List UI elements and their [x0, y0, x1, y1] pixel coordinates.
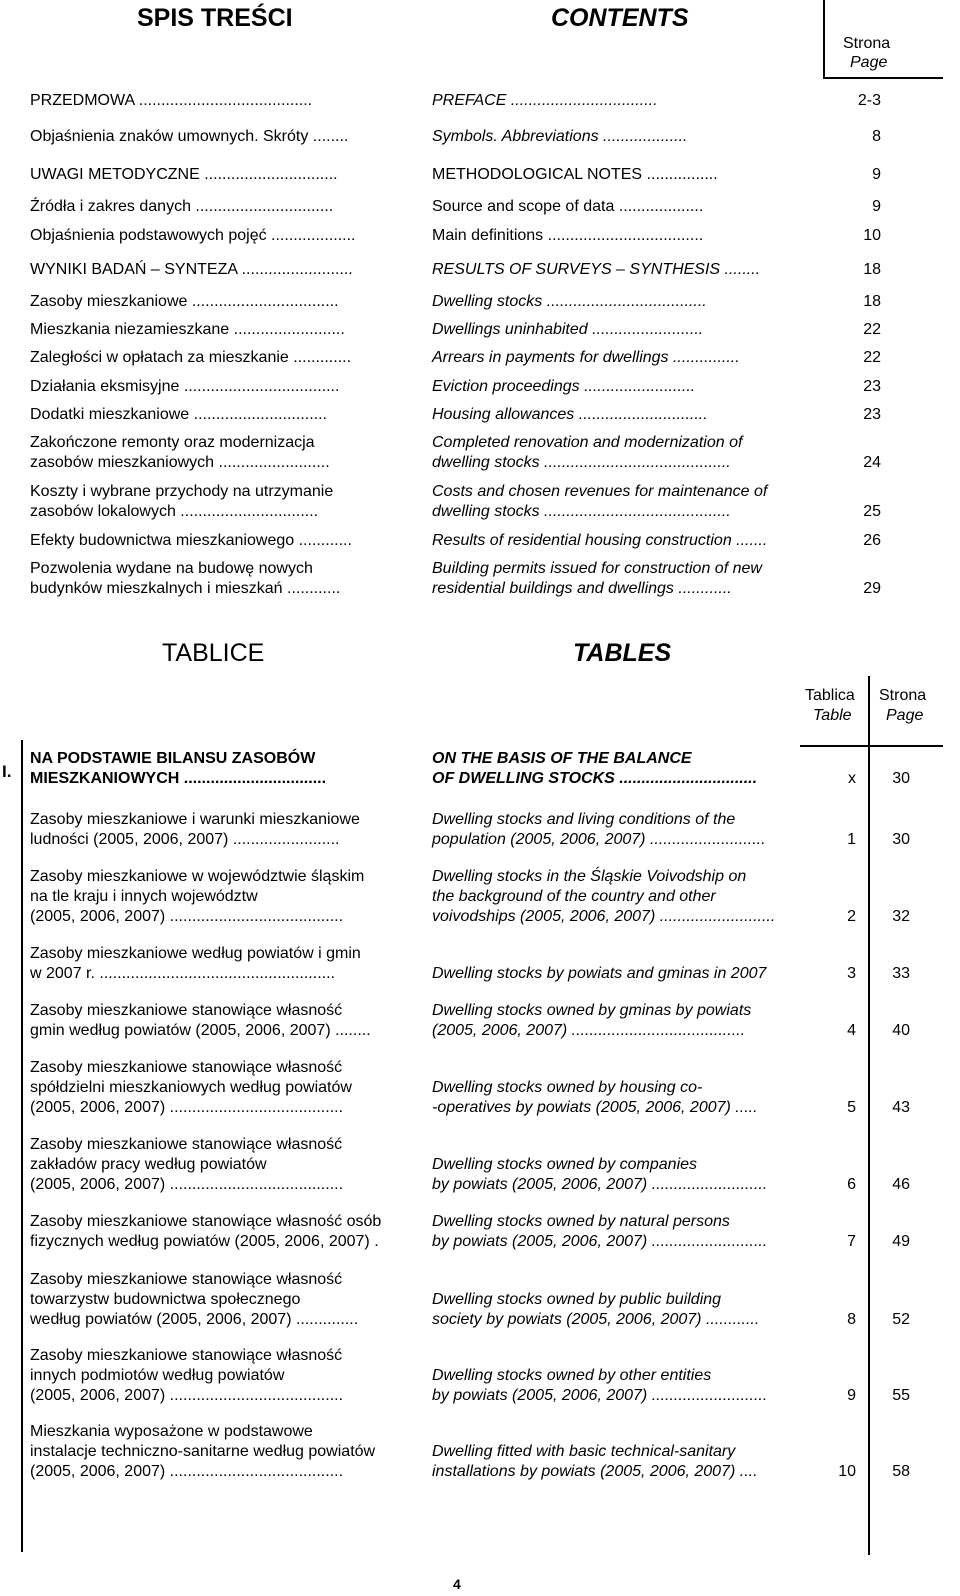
contents-entry-pl-line: budynków mieszkalnych i mieszkań ............ [30, 580, 341, 597]
contents-entry-en-line: Dwelling stocks .................................... [432, 293, 707, 310]
table-entry-pl-line: (2005, 2006, 2007) ....................................... [30, 1387, 344, 1404]
table-entry-pl-line: (2005, 2006, 2007) ....................................... [30, 1176, 344, 1193]
table-entry-pl-line: spółdzielni mieszkaniowych według powiatów [30, 1079, 352, 1096]
contents-entry-en-line: Costs and chosen revenues for maintenance of [432, 483, 768, 500]
table-entry-pl-line: Zasoby mieszkaniowe stanowiące własność [30, 1059, 343, 1076]
contents-entry-en-line: PREFACE ................................. [432, 92, 658, 109]
table-entry-en-line: -operatives by powiats (2005, 2006, 2007) ..... [432, 1099, 758, 1116]
contents-entry-en-line: dwelling stocks .......................................... [432, 503, 731, 520]
page-number: 9 [872, 198, 881, 215]
table-entry-en-line: population (2005, 2006, 2007) .......................... [432, 831, 766, 848]
page-column-label-pl: Strona [843, 35, 891, 52]
table-entry-en-line: by powiats (2005, 2006, 2007) .......................... [432, 1233, 768, 1250]
tables-column-divider [868, 676, 870, 746]
page-number: 30 [892, 831, 910, 848]
table-number: 5 [847, 1099, 856, 1116]
contents-entry-pl-line: WYNIKI BADAŃ – SYNTEZA ......................... [30, 261, 353, 278]
table-number: 1 [847, 831, 856, 848]
table-entry-en-line: Dwelling fitted with basic technical-sanitary [432, 1443, 736, 1460]
contents-entry-en-line: Completed renovation and modernization of [432, 434, 743, 451]
page-number: 25 [863, 503, 881, 520]
table-entry-pl-line: NA PODSTAWIE BILANSU ZASOBÓW [30, 750, 316, 767]
page-number: 58 [892, 1463, 910, 1480]
table-number: 10 [838, 1463, 856, 1480]
table-entry-pl-line: MIESZKANIOWYCH ................................ [30, 770, 327, 787]
contents-entry-pl-line: zasobów lokalowych ............................... [30, 503, 319, 520]
contents-entry-en-line: Source and scope of data ................... [432, 198, 704, 215]
tables-page-column-label-pl: Strona [879, 687, 927, 704]
contents-entry-en-line: residential buildings and dwellings ............ [432, 580, 732, 597]
contents-entry-pl-line: Dodatki mieszkaniowe .............................. [30, 406, 327, 423]
table-entry-en-line: Dwelling stocks owned by housing co- [432, 1079, 703, 1096]
table-entry-pl-line: według powiatów (2005, 2006, 2007) .............. [30, 1311, 359, 1328]
page-number: 49 [892, 1233, 910, 1250]
page-number: 55 [892, 1387, 910, 1404]
page-number: 52 [892, 1311, 910, 1328]
page-number: 33 [892, 965, 910, 982]
table-entry-pl-line: Zasoby mieszkaniowe według powiatów i gmin [30, 945, 361, 962]
table-entry-pl-line: na tle kraju i innych województw [30, 888, 258, 905]
contents-entry-pl-line: zasobów mieszkaniowych ......................... [30, 454, 330, 471]
page-number: 43 [892, 1099, 910, 1116]
contents-entry-pl-line: Działania eksmisyjne ................................... [30, 378, 340, 395]
page-number: 18 [863, 261, 881, 278]
contents-entry-en-line: dwelling stocks .......................................... [432, 454, 731, 471]
page-number: 23 [863, 406, 881, 423]
page-number: 30 [892, 770, 910, 787]
table-entry-en-line: Dwelling stocks owned by companies [432, 1156, 698, 1173]
page-number: 32 [892, 908, 910, 925]
contents-entry-pl-line: Objaśnienia podstawowych pojęć ................... [30, 227, 356, 244]
contents-entry-en-line: Dwellings uninhabited ......................... [432, 321, 704, 338]
table-entry-en-line: Dwelling stocks owned by other entities [432, 1367, 712, 1384]
table-entry-pl-line: instalacje techniczno-sanitarne według powiatów [30, 1443, 376, 1460]
contents-entry-pl-line: UWAGI METODYCZNE .............................. [30, 166, 338, 183]
table-entry-pl-line: innych podmiotów według powiatów [30, 1367, 285, 1384]
page-number: 26 [863, 532, 881, 549]
table-entry-pl-line: zakładów pracy według powiatów [30, 1156, 267, 1173]
page-column-underline [823, 77, 943, 79]
table-entry-pl-line: w 2007 r. ..................................................... [30, 965, 335, 982]
contents-entry-en-line: METHODOLOGICAL NOTES ................ [432, 166, 718, 183]
table-entry-en-line: OF DWELLING STOCKS ............................... [432, 770, 758, 787]
section-roman-numeral: I. [2, 762, 12, 781]
table-entry-en-line: the background of the country and other [432, 888, 716, 905]
table-entry-en-line: ON THE BASIS OF THE BALANCE [432, 750, 692, 767]
table-entry-en-line: Dwelling stocks by powiats and gminas in 2007 [432, 965, 767, 982]
table-entry-pl-line: (2005, 2006, 2007) ....................................... [30, 1463, 344, 1480]
table-entry-pl-line: Zasoby mieszkaniowe w województwie śląskim [30, 868, 365, 885]
contents-entry-en-line: RESULTS OF SURVEYS – SYNTHESIS ........ [432, 261, 761, 278]
tables-header-underline [800, 745, 943, 747]
contents-title-pl: SPIS TREŚCI [137, 4, 293, 32]
contents-entry-pl-line: Mieszkania niezamieszkane ......................... [30, 321, 345, 338]
contents-entry-pl-line: Źródła i zakres danych ............................... [30, 198, 334, 215]
table-entry-pl-line: towarzystw budownictwa społecznego [30, 1291, 301, 1308]
contents-entry-pl-line: Pozwolenia wydane na budowę nowych [30, 560, 313, 577]
contents-entry-pl-line: Zakończone remonty oraz modernizacja [30, 434, 315, 451]
table-entry-en-line: by powiats (2005, 2006, 2007) .......................... [432, 1176, 768, 1193]
table-entry-en-line: (2005, 2006, 2007) ....................................... [432, 1022, 746, 1039]
page-number: 22 [863, 349, 881, 366]
contents-entry-en-line: Main definitions ................................... [432, 227, 704, 244]
table-entry-en-line: Dwelling stocks owned by natural persons [432, 1213, 730, 1230]
contents-entry-en-line: Eviction proceedings ......................... [432, 378, 696, 395]
table-entry-pl-line: Mieszkania wyposażone w podstawowe [30, 1423, 313, 1440]
section-left-rule [21, 740, 23, 1552]
page-number: 23 [863, 378, 881, 395]
contents-entry-pl-line: Objaśnienia znaków umownych. Skróty ........ [30, 128, 349, 145]
contents-entry-en-line: Results of residential housing construction ....... [432, 532, 768, 549]
page-number: 2-3 [857, 92, 881, 109]
table-entry-en-line: voivodships (2005, 2006, 2007) .......................... [432, 908, 776, 925]
page-number: 40 [892, 1022, 910, 1039]
contents-entry-en-line: Arrears in payments for dwellings ............... [432, 349, 740, 366]
contents-entry-en-line: Housing allowances ............................. [432, 406, 708, 423]
contents-entry-pl-line: Zasoby mieszkaniowe ................................. [30, 293, 339, 310]
table-column-label-en: Table [813, 707, 852, 724]
table-entry-en-line: by powiats (2005, 2006, 2007) .......................... [432, 1387, 768, 1404]
contents-title-en: CONTENTS [551, 4, 689, 32]
page-number: 9 [872, 166, 881, 183]
table-number: 7 [847, 1233, 856, 1250]
table-number: 3 [847, 965, 856, 982]
table-entry-pl-line: gmin według powiatów (2005, 2006, 2007) ........ [30, 1022, 371, 1039]
table-entry-en-line: installations by powiats (2005, 2006, 2007) .... [432, 1463, 758, 1480]
table-number: x [848, 770, 856, 787]
contents-entry-en-line: Building permits issued for construction of new [432, 560, 762, 577]
table-number: 9 [847, 1387, 856, 1404]
page-column-divider [823, 0, 825, 78]
page-number: 8 [872, 128, 881, 145]
contents-entry-pl-line: Zaległości w opłatach za mieszkanie ............. [30, 349, 352, 366]
contents-entry-en-line: Symbols. Abbreviations ................... [432, 128, 688, 145]
table-entry-pl-line: ludności (2005, 2006, 2007) ........................ [30, 831, 340, 848]
contents-entry-pl-line: Efekty budownictwa mieszkaniowego ............ [30, 532, 352, 549]
table-entry-pl-line: Zasoby mieszkaniowe stanowiące własność [30, 1271, 343, 1288]
page-column-label-en: Page [850, 54, 888, 71]
page-number: 18 [863, 293, 881, 310]
table-entry-en-line: Dwelling stocks owned by public building [432, 1291, 722, 1308]
tables-title-pl: TABLICE [162, 639, 265, 667]
page-number: 29 [863, 580, 881, 597]
page-number: 10 [863, 227, 881, 244]
table-column-label-pl: Tablica [805, 687, 855, 704]
page-number: 24 [863, 454, 881, 471]
table-entry-en-line: society by powiats (2005, 2006, 2007) ............ [432, 1311, 760, 1328]
table-number: 6 [847, 1176, 856, 1193]
table-number: 4 [847, 1022, 856, 1039]
tables-page-column-label-en: Page [886, 707, 924, 724]
table-entry-pl-line: Zasoby mieszkaniowe stanowiące własność osób [30, 1213, 382, 1230]
tables-page-column-rule [868, 745, 870, 1555]
page-number: 22 [863, 321, 881, 338]
contents-entry-pl-line: PRZEDMOWA ....................................... [30, 92, 313, 109]
page-number: 46 [892, 1176, 910, 1193]
table-entry-pl-line: Zasoby mieszkaniowe i warunki mieszkaniowe [30, 811, 360, 828]
tables-title-en: TABLES [573, 639, 672, 667]
table-entry-pl-line: Zasoby mieszkaniowe stanowiące własność [30, 1347, 343, 1364]
table-entry-en-line: Dwelling stocks owned by gminas by powiats [432, 1002, 752, 1019]
table-number: 8 [847, 1311, 856, 1328]
table-entry-pl-line: (2005, 2006, 2007) ....................................... [30, 908, 344, 925]
table-entry-en-line: Dwelling stocks in the Śląskie Voivodship on [432, 868, 747, 885]
contents-entry-pl-line: Koszty i wybrane przychody na utrzymanie [30, 483, 334, 500]
table-entry-en-line: Dwelling stocks and living conditions of the [432, 811, 736, 828]
table-number: 2 [847, 908, 856, 925]
footer-page-number: 4 [453, 1576, 461, 1592]
table-entry-pl-line: Zasoby mieszkaniowe stanowiące własność [30, 1136, 343, 1153]
table-entry-pl-line: (2005, 2006, 2007) ....................................... [30, 1099, 344, 1116]
table-entry-pl-line: Zasoby mieszkaniowe stanowiące własność [30, 1002, 343, 1019]
table-entry-pl-line: fizycznych według powiatów (2005, 2006, 2007) . [30, 1233, 379, 1250]
